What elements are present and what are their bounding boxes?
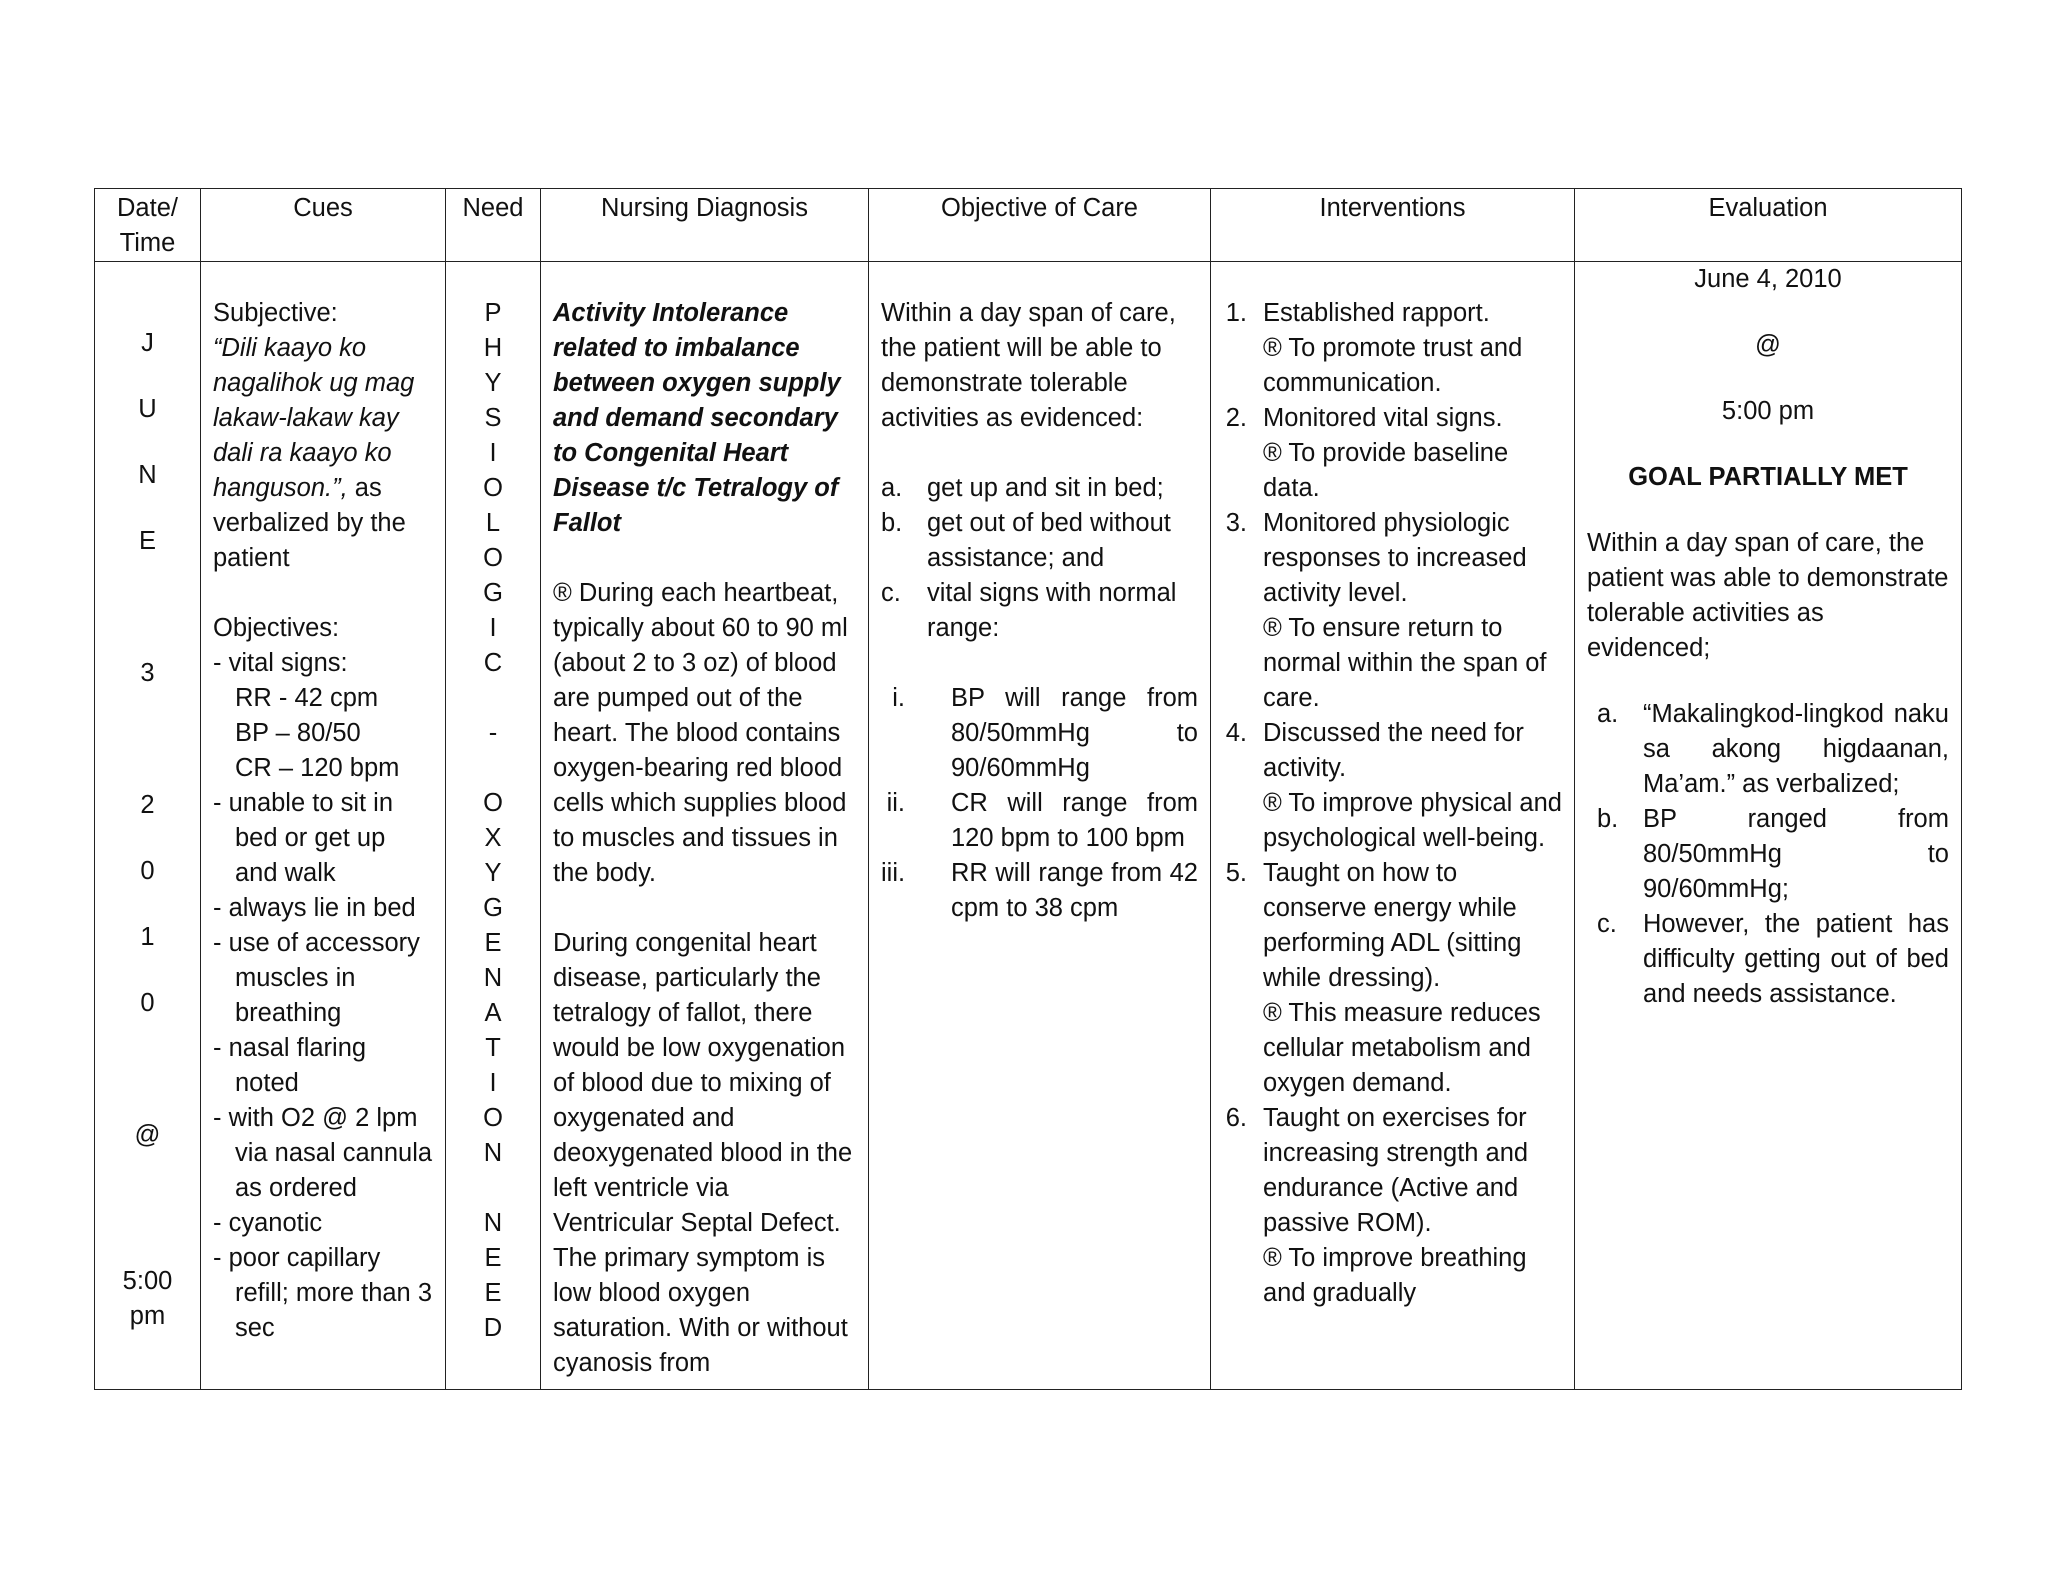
date-letter: U (138, 395, 157, 423)
need-letter: C (483, 649, 503, 677)
vital-signs-label: - vital signs: (213, 649, 348, 677)
list-item: ii. CR will range from 120 bpm to 100 bpm (886, 789, 1198, 852)
vital-sign-bp: BP – 80/50 (235, 719, 361, 747)
list-item: iii. RR will range from 42 cpm to 38 cpm (881, 859, 1198, 922)
need-letter: O (483, 544, 503, 572)
header-need: Need (446, 189, 541, 262)
date-letter (95, 574, 200, 640)
date-letter: 1 (140, 923, 155, 951)
need-letter: L (485, 509, 501, 537)
need-letter: N (483, 1209, 503, 1237)
need-letter (446, 751, 540, 786)
cue-item: - with O2 @ 2 lpm via nasal cannula as ordered (213, 1104, 433, 1202)
date-letter: 3 (140, 659, 155, 687)
header-date-time: Date/ Time (95, 189, 201, 262)
list-item: b. get out of bed without assistance; and (881, 509, 1171, 572)
care-plan-row (95, 262, 1962, 1390)
need-letter: S (484, 404, 502, 432)
list-item: c. vital signs with normal range: (881, 579, 1177, 642)
need-letter: O (483, 474, 503, 502)
interventions-list (1217, 296, 1562, 1311)
list-item: 6. Taught on exercises for increasing strength and endurance (Active and passive ROM). ® To improve breathing and gradually (1225, 1104, 1529, 1307)
date-letter: 5:00 (122, 1267, 173, 1295)
date-letter (95, 706, 200, 772)
objectives-label: Objectives: (213, 614, 340, 642)
cues-cell (201, 262, 446, 1390)
header-objective-of-care: Objective of Care (869, 189, 1211, 262)
need-letter: D (483, 1314, 503, 1342)
diagnosis-rationale: ® During each heartbeat, typically about 60 to 90 ml (about 2 to 3 oz) of blood are pumped out of the heart. The blood contains oxygen-bearing red blood cells which supplies blood to muscles and tissues in the body. (553, 579, 848, 887)
need-letter: N (483, 964, 503, 992)
objective-sub-list (881, 681, 1198, 926)
header-nursing-diagnosis: Nursing Diagnosis (541, 189, 869, 262)
date-letter: E (138, 527, 156, 555)
need-letter: O (483, 789, 503, 817)
objective-cell (869, 262, 1211, 1390)
header-evaluation: Evaluation (1575, 189, 1962, 262)
need-letter (446, 1171, 540, 1206)
evaluation-list (1587, 697, 1949, 1012)
list-item: 1. Established rapport. ® To promote trust and communication. (1225, 299, 1523, 397)
cue-item: - always lie in bed (213, 894, 416, 922)
need-letter: G (483, 579, 503, 607)
date-letter: J (141, 329, 154, 357)
vital-sign-cr: CR – 120 bpm (235, 754, 400, 782)
cue-item: - nasal flaring noted (213, 1034, 367, 1097)
cue-item: - use of accessory muscles in breathing (213, 929, 420, 1027)
evaluation-date: June 4, 2010 (1694, 265, 1842, 293)
need-letter: E (484, 1244, 502, 1272)
need-letter: I (489, 614, 497, 642)
subjective-quote: “Dili kaayo ko nagalihok ug mag lakaw-lakaw kay dali ra kaayo ko hanguson.”, as verbalized by the patient (213, 334, 415, 572)
cue-item: - unable to sit in bed or get up and walk (213, 789, 394, 887)
need-letter (446, 681, 540, 716)
need-letter: - (488, 719, 498, 747)
need-letter: E (484, 929, 502, 957)
need-letter: Y (484, 859, 502, 887)
list-item: 2. Monitored vital signs. ® To provide baseline data. (1225, 404, 1509, 502)
evaluation-intro: Within a day span of care, the patient was able to demonstrate tolerable activities as evidenced; (1587, 529, 1949, 662)
need-letter: E (484, 1279, 502, 1307)
need-letter: A (484, 999, 502, 1027)
need-letter: O (483, 1104, 503, 1132)
interventions-cell (1211, 262, 1575, 1390)
need-letter: P (484, 299, 502, 327)
need-vertical-text (446, 262, 540, 1346)
list-item: i. BP will range from 80/50mmHg to 90/60mmHg (892, 684, 1198, 782)
goal-status: GOAL PARTIALLY MET (1628, 463, 1908, 491)
header-interventions: Interventions (1211, 189, 1575, 262)
objective-intro: Within a day span of care, the patient will be able to demonstrate tolerable activities as evidenced: (881, 299, 1176, 432)
need-letter: I (489, 1069, 497, 1097)
subjective-label: Subjective: (213, 299, 338, 327)
date-vertical-text (95, 262, 200, 1334)
date-letter: @ (134, 1121, 161, 1149)
vital-sign-rr: RR - 42 cpm (235, 684, 379, 712)
list-item: a. “Makalingkod-lingkod naku sa akong higdaanan, Ma’am.” as verbalized; (1597, 700, 1949, 798)
date-time-cell (95, 262, 201, 1390)
nursing-care-plan-table (94, 188, 1962, 1390)
date-letter (95, 1168, 200, 1234)
date-letter (95, 1036, 200, 1102)
need-letter: T (485, 1034, 501, 1062)
list-item: 4. Discussed the need for activity. ® To improve physical and psychological well-being. (1225, 719, 1562, 852)
list-item: 5. Taught on how to conserve energy while performing ADL (sitting while dressing). ® This measure reduces cellular metabolism and oxygen demand. (1225, 859, 1541, 1097)
need-letter: H (483, 334, 503, 362)
evaluation-at: @ (1755, 331, 1781, 359)
need-letter: G (483, 894, 503, 922)
objective-list (881, 471, 1198, 646)
evaluation-cell (1575, 262, 1962, 1390)
date-letter: 0 (140, 989, 155, 1017)
list-item: c. However, the patient has difficulty getting out of bed and needs assistance. (1597, 910, 1949, 1008)
list-item: a. get up and sit in bed; (881, 474, 1164, 502)
list-item: 3. Monitored physiologic responses to increased activity level. ® To ensure return to normal within the span of care. (1225, 509, 1547, 712)
date-letter: 2 (140, 791, 155, 819)
date-letter: pm (129, 1302, 166, 1330)
need-letter: N (483, 1139, 503, 1167)
nursing-diagnosis-cell (541, 262, 869, 1390)
cue-item: - cyanotic (213, 1209, 323, 1237)
list-item: b. BP ranged from 80/50mmHg to 90/60mmHg; (1597, 805, 1949, 903)
evaluation-time: 5:00 pm (1721, 397, 1815, 425)
need-cell (446, 262, 541, 1390)
diagnosis-rationale: During congenital heart disease, particularly the tetralogy of fallot, there would be low oxygenation of blood due to mixing of oxygenated and deoxygenated blood in the left ventricle via Ventricular Septal Defect. The primary symptom is low blood oxygen saturation. With or without cyanosis from (553, 929, 853, 1377)
date-letter: 0 (140, 857, 155, 885)
date-letter: N (138, 461, 157, 489)
need-letter: I (489, 439, 497, 467)
header-row (95, 189, 1962, 262)
diagnosis-title: Activity Intolerance related to imbalance between oxygen supply and demand secondary to Congenital Heart Disease t/c Tetralogy of Fallot (553, 299, 841, 537)
cue-item: - poor capillary refill; more than 3 sec (213, 1244, 433, 1342)
header-cues: Cues (201, 189, 446, 262)
need-letter: Y (484, 369, 502, 397)
need-letter: X (484, 824, 502, 852)
